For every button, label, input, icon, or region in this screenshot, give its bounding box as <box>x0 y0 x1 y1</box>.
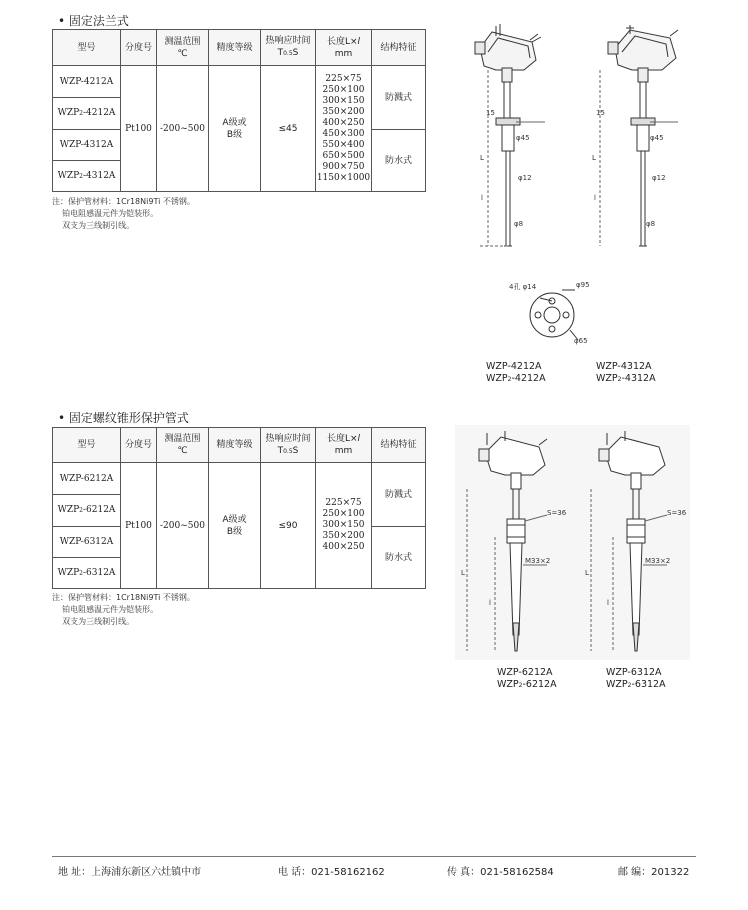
structure-cell: 防水式 <box>372 527 426 589</box>
flange-thermometer-drawing <box>440 10 690 360</box>
dim-L: L <box>461 569 465 577</box>
dim-L-right: L <box>585 569 589 577</box>
spec-table-thread <box>52 427 426 589</box>
header-structure: 结构特征 <box>372 30 426 66</box>
section-title-flange: • 固定法兰式 <box>58 14 129 28</box>
caption-right-flange: WZP-4312A WZP2-4312A <box>596 361 656 384</box>
dim-phi45-right: φ45 <box>650 134 664 142</box>
index-cell: Pt100 <box>121 66 157 192</box>
left-instrument <box>475 24 541 246</box>
dim-L-right: L <box>592 154 596 162</box>
header-response: 热响应时间 T0.5S <box>261 30 316 66</box>
header-index: 分度号 <box>121 30 157 66</box>
dim-phi65: φ65 <box>574 337 588 345</box>
dim-phi45: φ45 <box>516 134 530 142</box>
dim-phi95: φ95 <box>576 281 590 289</box>
structure-cell: 防水式 <box>372 130 426 192</box>
footer-address: 地 址：上海浦东新区六灶镇中市 <box>58 867 202 878</box>
index-cell: Pt100 <box>121 463 157 589</box>
header-response: 热响应时间 T0.5S <box>261 428 316 463</box>
model-cell: WZP-6212A <box>53 463 121 495</box>
header-index: 分度号 <box>121 428 157 463</box>
accuracy-cell: A级或 B级 <box>209 66 261 192</box>
range-cell: -200~500 <box>157 463 209 589</box>
model-cell: WZP-4212A <box>53 66 121 98</box>
dim-15: 15 <box>486 109 495 117</box>
notes-flange: 注：保护管材料：1Cr18Ni9Ti 不锈钢。 铂电阻感温元件为铠装形。 双支为三线制引线。 <box>52 197 195 230</box>
header-accuracy: 精度等级 <box>209 30 261 66</box>
header-range: 测温范围 ℃ <box>157 30 209 66</box>
dim-phi8: φ8 <box>514 220 524 228</box>
model-cell: WZP2-4212A <box>53 98 121 130</box>
dim-L: L <box>480 154 484 162</box>
length-cell: 225×75 250×100 300×150 350×200 400×250 450×300 550×400 650×500 900×750 1150×1000 <box>316 66 372 192</box>
thread-thermometer-drawing <box>455 425 690 660</box>
section-title-thread: • 固定螺纹锥形保护管式 <box>58 411 189 425</box>
footer-postcode: 邮 编：201322 <box>618 867 690 878</box>
response-cell: ≤90 <box>261 463 316 589</box>
footer-divider <box>52 856 696 857</box>
dim-phi8-right: φ8 <box>646 220 656 228</box>
model-cell: WZP2-6212A <box>53 495 121 527</box>
model-cell: WZP-4312A <box>53 130 121 161</box>
dim-M33-right: M33×2 <box>645 557 671 565</box>
footer-fax: 传 真：021-58162584 <box>447 867 554 878</box>
dim-l-right: l <box>607 599 609 607</box>
flange-plan-view <box>530 290 578 340</box>
length-cell: 225×75 250×100 300×150 350×200 400×250 <box>316 463 372 589</box>
dim-S36-right: S=36 <box>667 509 687 517</box>
dim-l: l <box>481 194 483 202</box>
header-length: 长度L×l mm <box>316 428 372 463</box>
model-cell: WZP2-4312A <box>53 161 121 192</box>
model-cell: WZP2-6312A <box>53 558 121 589</box>
header-structure: 结构特征 <box>372 428 426 463</box>
dim-l: l <box>489 599 491 607</box>
model-cell: WZP-6312A <box>53 527 121 558</box>
spec-table-flange <box>52 29 426 192</box>
header-length: 长度L×l mm <box>316 30 372 66</box>
header-range: 测温范围 ℃ <box>157 428 209 463</box>
response-cell: ≤45 <box>261 66 316 192</box>
range-cell: -200~500 <box>157 66 209 192</box>
caption-right-thread: WZP-6312A WZP2-6312A <box>606 667 666 690</box>
caption-left-flange: WZP-4212A WZP2-4212A <box>486 361 546 384</box>
dim-holes: 4孔 φ14 <box>509 283 537 291</box>
dim-M33: M33×2 <box>525 557 551 565</box>
dim-phi12-right: φ12 <box>652 174 666 182</box>
footer-phone: 电 话：021-58162162 <box>278 867 385 878</box>
dim-S36: S=36 <box>547 509 567 517</box>
dim-l-right: l <box>594 194 596 202</box>
right-instrument <box>608 25 678 246</box>
dim-phi12: φ12 <box>518 174 532 182</box>
dim-15-right: 15 <box>596 109 605 117</box>
notes-thread: 注：保护管材料：1Cr18Ni9Ti 不锈钢。 铂电阻感温元件为铠装形。 双支为三线制引线。 <box>52 593 195 626</box>
structure-cell: 防溅式 <box>372 463 426 527</box>
header-model: 型号 <box>53 30 121 66</box>
accuracy-cell: A级或 B级 <box>209 463 261 589</box>
structure-cell: 防溅式 <box>372 66 426 130</box>
header-model: 型号 <box>53 428 121 463</box>
header-accuracy: 精度等级 <box>209 428 261 463</box>
caption-left-thread: WZP-6212A WZP2-6212A <box>497 667 557 690</box>
